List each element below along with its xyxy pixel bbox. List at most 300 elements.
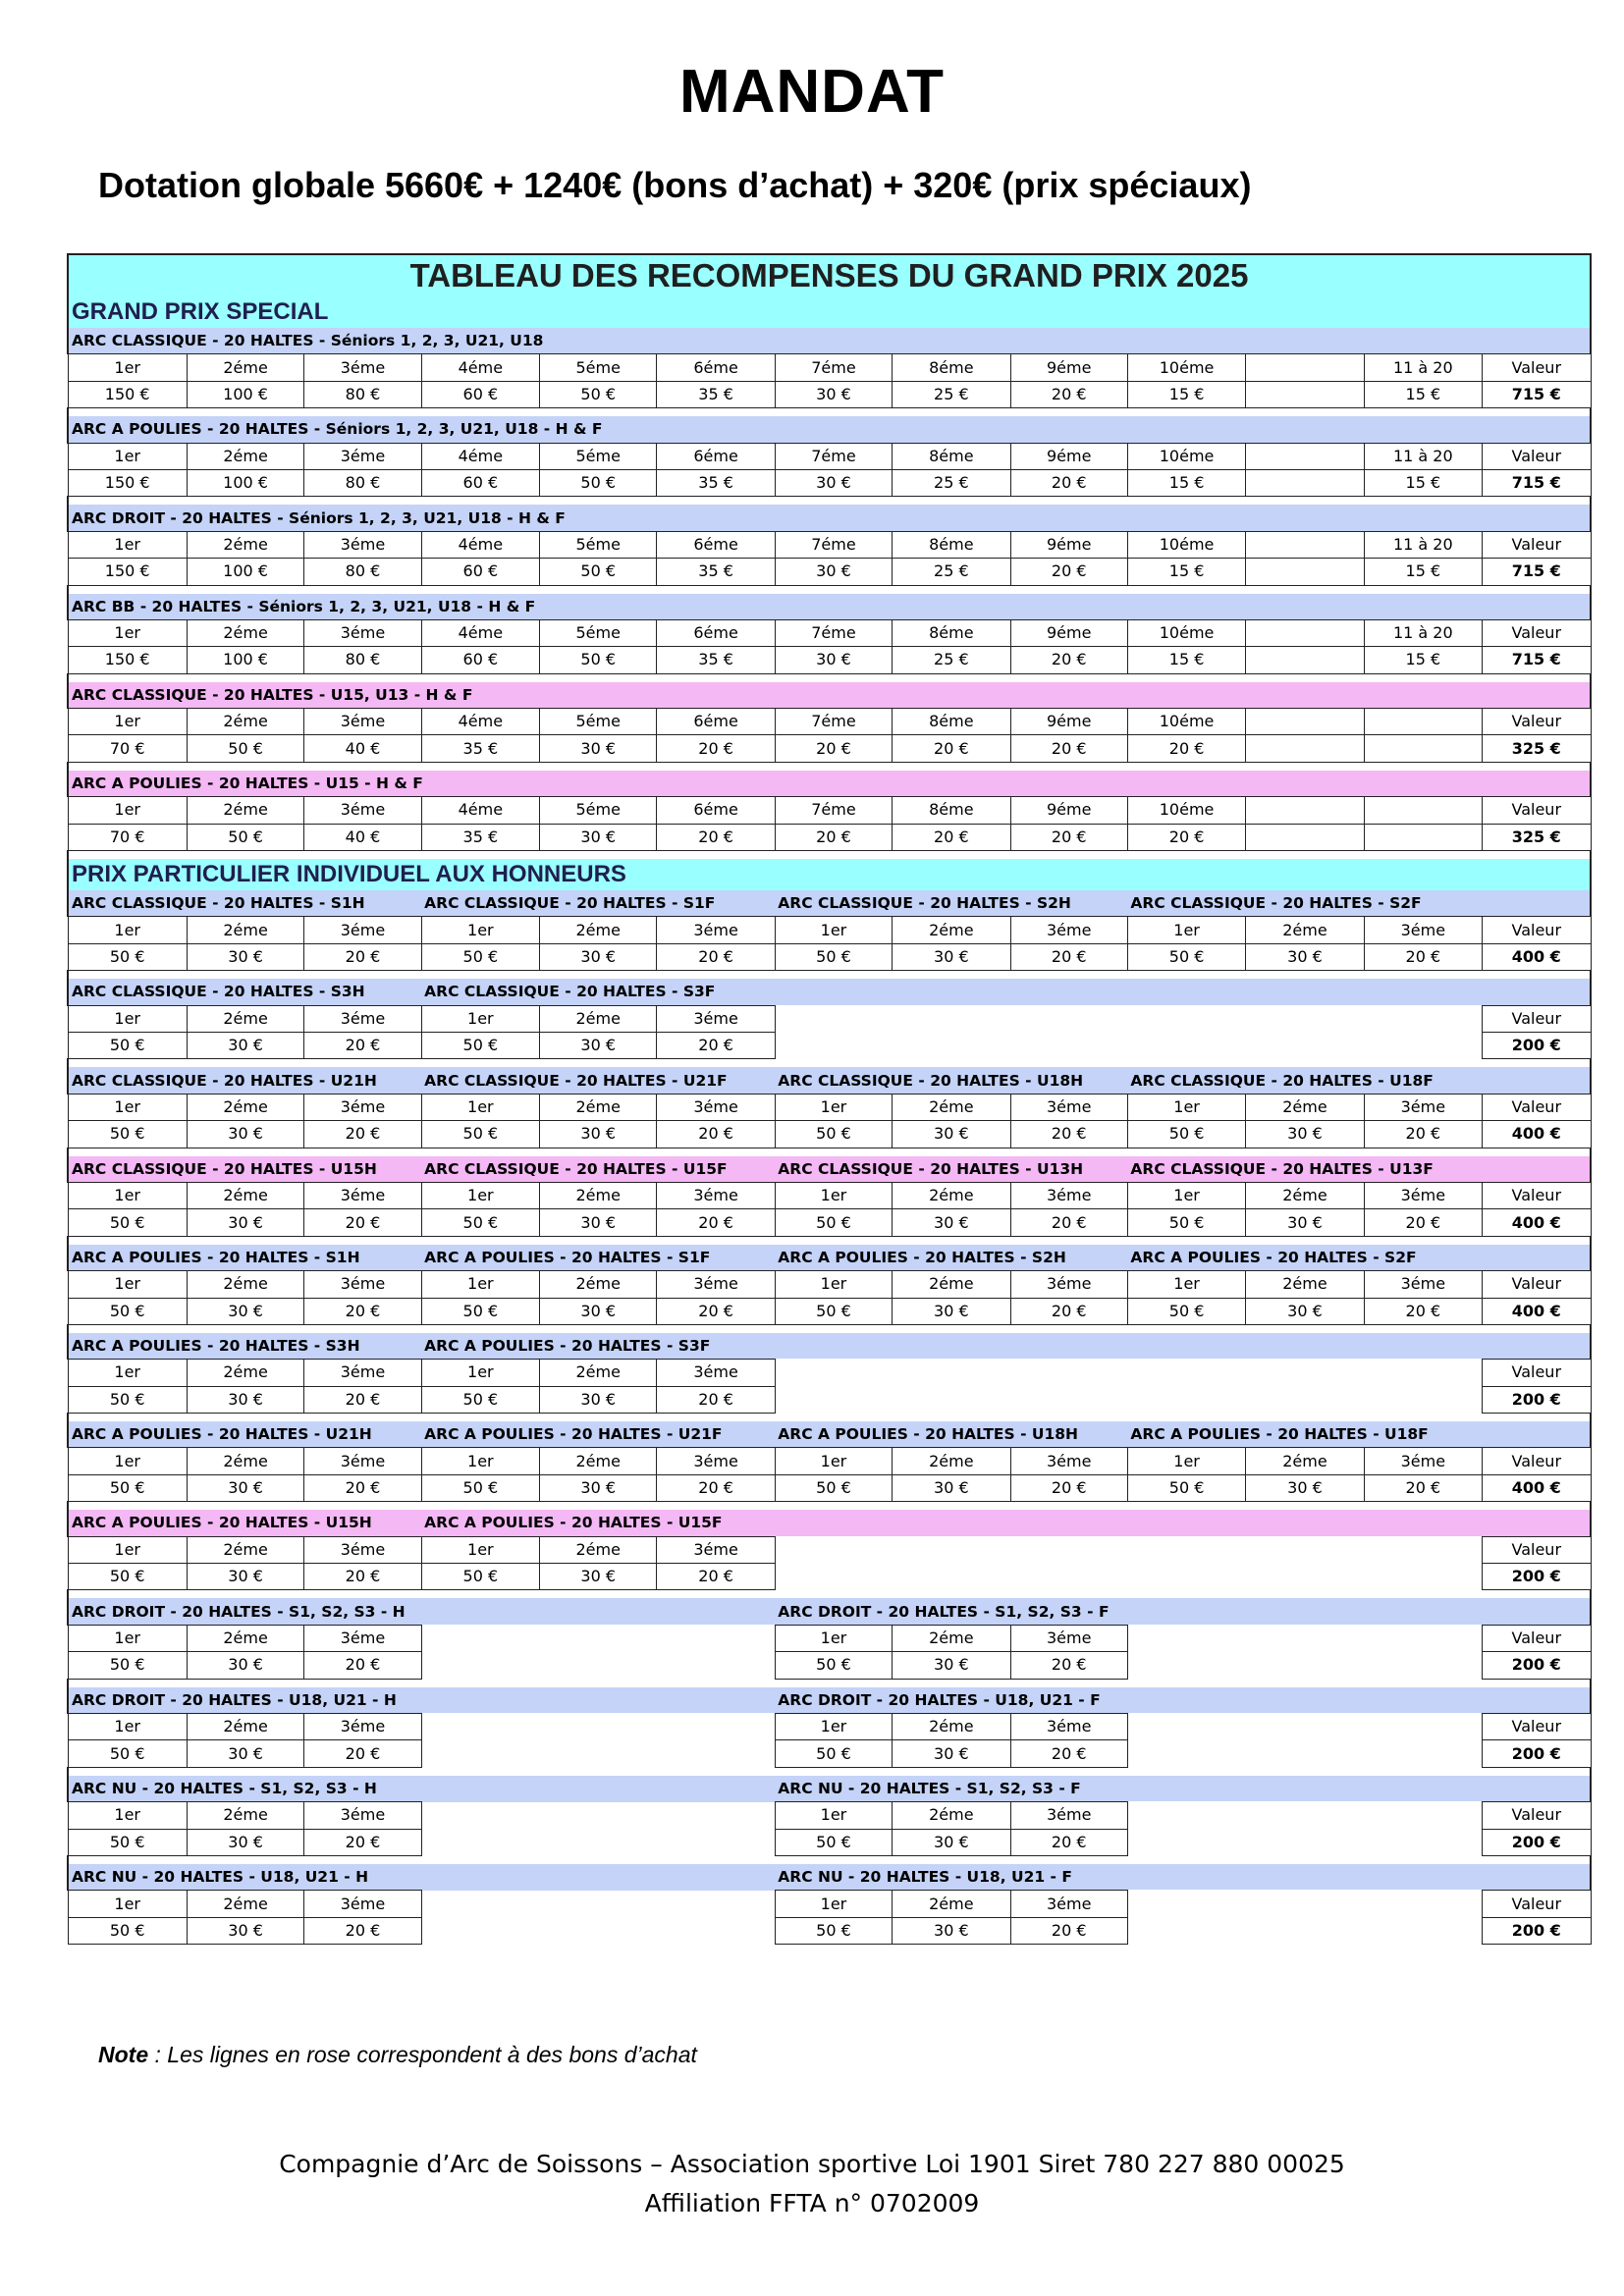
- place-label: 1er: [775, 1448, 892, 1474]
- amount-cell: 50 €: [68, 1474, 187, 1501]
- place-label: 3éme: [1364, 1448, 1482, 1474]
- place-label: 10éme: [1127, 709, 1245, 735]
- place-label: 2éme: [893, 1713, 1010, 1739]
- value-amount: 200 €: [1483, 1652, 1591, 1679]
- category-header: ARC CLASSIQUE - 20 HALTES - S3F: [421, 979, 775, 1005]
- place-label: 3éme: [1010, 1182, 1127, 1208]
- place-label: 2éme: [540, 1094, 657, 1120]
- table-row: [68, 1802, 1591, 1829]
- place-label: 4éme: [421, 709, 539, 735]
- place-label: 3éme: [304, 1448, 421, 1474]
- place-label: 8éme: [893, 443, 1010, 469]
- note-text: : Les lignes en rose correspondent à des bons d’achat: [148, 2042, 697, 2067]
- category-header-blank: [775, 979, 1591, 1005]
- blank-area: [421, 1740, 775, 1767]
- category-header: ARC A POULIES - 20 HALTES - Séniors 1, 2, 3, U21, U18 - H & F: [68, 416, 1483, 443]
- value-label: Valeur: [1483, 1182, 1591, 1208]
- amount-cell: 50 €: [68, 1032, 187, 1058]
- range-label: 11 à 20: [1364, 443, 1482, 469]
- table-title: TABLEAU DES RECOMPENSES DU GRAND PRIX 2025: [68, 254, 1591, 296]
- range-label: 11 à 20: [1364, 531, 1482, 558]
- amount-cell: 20 €: [1364, 1298, 1482, 1324]
- amount-cell: 50 €: [187, 824, 303, 850]
- value-label: Valeur: [1483, 1536, 1591, 1563]
- table-row: [68, 824, 1591, 850]
- category-header: ARC A POULIES - 20 HALTES - S2F: [1127, 1245, 1482, 1271]
- footer-line-2: Affiliation FFTA n° 0702009: [644, 2189, 980, 2217]
- place-label: 3éme: [304, 1094, 421, 1120]
- place-label: 1er: [775, 1802, 892, 1829]
- place-label: 2éme: [893, 1271, 1010, 1298]
- place-label: 6éme: [657, 354, 775, 381]
- amount-cell: 50 €: [540, 381, 657, 407]
- place-label: 3éme: [304, 531, 421, 558]
- blank-area: [421, 1917, 775, 1944]
- amount-cell: 30 €: [540, 1209, 657, 1236]
- category-header-blank: [1483, 1156, 1591, 1183]
- category-header-blank: [1483, 890, 1591, 917]
- table-row: [68, 771, 1591, 797]
- table-row: [68, 943, 1591, 970]
- category-header: ARC CLASSIQUE - 20 HALTES - U15H: [68, 1156, 421, 1183]
- amount-cell: 70 €: [68, 824, 187, 850]
- category-header-blank: [1483, 505, 1591, 531]
- amount-cell: 30 €: [893, 1829, 1010, 1855]
- value-label: Valeur: [1483, 1891, 1591, 1917]
- table-row: [68, 469, 1591, 496]
- category-header: ARC A POULIES - 20 HALTES - U18H: [775, 1421, 1127, 1448]
- place-label: 3éme: [1364, 917, 1482, 943]
- place-label: 2éme: [187, 531, 303, 558]
- blank-area: [1127, 1891, 1482, 1917]
- place-label: 6éme: [657, 619, 775, 646]
- place-label: 1er: [68, 1182, 187, 1208]
- value-amount: 400 €: [1483, 1474, 1591, 1501]
- place-label: 3éme: [657, 1360, 775, 1386]
- spacer: [68, 1148, 1591, 1156]
- amount-cell: 25 €: [893, 381, 1010, 407]
- place-label: 2éme: [187, 1182, 303, 1208]
- place-label: 1er: [421, 917, 539, 943]
- place-label: 10éme: [1127, 354, 1245, 381]
- amount-cell: 20 €: [893, 824, 1010, 850]
- page-subtitle: Dotation globale 5660€ + 1240€ (bons d’achat) + 320€ (prix spéciaux): [98, 165, 1252, 205]
- table-row: [68, 1094, 1591, 1120]
- value-amount: 200 €: [1483, 1740, 1591, 1767]
- amount-cell-blank: [1246, 559, 1364, 585]
- table-row: [68, 1652, 1591, 1679]
- amount-cell: 30 €: [540, 1564, 657, 1590]
- amount-cell: 50 €: [775, 1209, 892, 1236]
- place-label: 3éme: [1010, 1271, 1127, 1298]
- place-label-blank: [1246, 709, 1364, 735]
- amount-cell: 60 €: [421, 559, 539, 585]
- category-header: ARC CLASSIQUE - 20 HALTES - U18H: [775, 1067, 1127, 1094]
- amount-cell: 30 €: [187, 1298, 303, 1324]
- place-label: 2éme: [540, 1536, 657, 1563]
- place-label: 4éme: [421, 797, 539, 824]
- value-amount: 715 €: [1483, 559, 1591, 585]
- amount-cell: 30 €: [1246, 1121, 1364, 1148]
- category-header: ARC CLASSIQUE - 20 HALTES - U15F: [421, 1156, 775, 1183]
- table-row: [68, 1148, 1591, 1156]
- value-label: Valeur: [1483, 1448, 1591, 1474]
- table-row: [68, 1271, 1591, 1298]
- amount-cell: 150 €: [68, 469, 187, 496]
- place-label-blank: [1246, 619, 1364, 646]
- place-label: 6éme: [657, 531, 775, 558]
- amount-cell: 30 €: [893, 1652, 1010, 1679]
- table-row: [68, 979, 1591, 1005]
- table-row: [68, 709, 1591, 735]
- place-label: 2éme: [540, 1005, 657, 1032]
- place-label: 2éme: [187, 1536, 303, 1563]
- amount-cell: 20 €: [1010, 1209, 1127, 1236]
- place-label: 1er: [775, 1625, 892, 1651]
- amount-cell: 30 €: [540, 1032, 657, 1058]
- amount-cell: 35 €: [421, 735, 539, 762]
- place-label: 2éme: [187, 797, 303, 824]
- place-label: 2éme: [540, 1271, 657, 1298]
- value-label: Valeur: [1483, 531, 1591, 558]
- value-label: Valeur: [1483, 354, 1591, 381]
- table-row: [68, 1679, 1591, 1687]
- table-row: [68, 1209, 1591, 1236]
- amount-cell: 20 €: [657, 1564, 775, 1590]
- range-label: 11 à 20: [1364, 354, 1482, 381]
- place-label: 3éme: [1364, 1094, 1482, 1120]
- table-row: [68, 682, 1591, 709]
- value-amount: 325 €: [1483, 824, 1591, 850]
- place-label: 2éme: [540, 917, 657, 943]
- amount-cell-blank: [1246, 647, 1364, 673]
- table-row: [68, 1386, 1591, 1413]
- amount-cell: 30 €: [893, 1209, 1010, 1236]
- place-label: 3éme: [304, 1625, 421, 1651]
- amount-cell: 20 €: [657, 1032, 775, 1058]
- amount-cell: 50 €: [540, 559, 657, 585]
- spacer: [68, 1855, 1591, 1864]
- page-title: MANDAT: [678, 58, 945, 126]
- place-label: 3éme: [304, 1891, 421, 1917]
- amount-cell: 80 €: [304, 469, 421, 496]
- place-label: 9éme: [1010, 443, 1127, 469]
- spacer: [68, 1679, 1591, 1687]
- place-label: 3éme: [304, 797, 421, 824]
- spacer: [68, 408, 1591, 417]
- category-header: ARC CLASSIQUE - 20 HALTES - U13F: [1127, 1156, 1482, 1183]
- place-label: 1er: [421, 1094, 539, 1120]
- amount-cell: 50 €: [775, 1829, 892, 1855]
- amount-cell: 50 €: [775, 1917, 892, 1944]
- place-label: 3éme: [1010, 917, 1127, 943]
- place-label: 3éme: [304, 619, 421, 646]
- place-label: 1er: [68, 1094, 187, 1120]
- table-row: [68, 619, 1591, 646]
- table-row: [68, 1059, 1591, 1068]
- place-label: 2éme: [1246, 1448, 1364, 1474]
- amount-cell: 20 €: [304, 1917, 421, 1944]
- range-amount: 15 €: [1364, 647, 1482, 673]
- place-label: 1er: [421, 1182, 539, 1208]
- table-row: [68, 1855, 1591, 1864]
- amount-cell: 30 €: [540, 824, 657, 850]
- amount-cell: 30 €: [187, 1474, 303, 1501]
- place-label: 1er: [1127, 917, 1245, 943]
- amount-cell: 80 €: [304, 559, 421, 585]
- table-row: [68, 1005, 1591, 1032]
- category-header-blank: [421, 1598, 775, 1625]
- place-label: 3éme: [657, 917, 775, 943]
- spacer: [68, 1590, 1591, 1599]
- amount-cell: 20 €: [1010, 735, 1127, 762]
- table-row: [68, 1917, 1591, 1944]
- place-label: 3éme: [304, 1005, 421, 1032]
- place-label: 3éme: [657, 1005, 775, 1032]
- table-row: [68, 1687, 1591, 1714]
- blank-area: [775, 1360, 1482, 1386]
- category-header-blank: [1483, 1421, 1591, 1448]
- place-label: 1er: [775, 1891, 892, 1917]
- amount-cell: 30 €: [893, 1298, 1010, 1324]
- place-label: 7éme: [775, 797, 892, 824]
- amount-cell: 20 €: [304, 1829, 421, 1855]
- table-row: [68, 1324, 1591, 1333]
- place-label: 1er: [68, 1448, 187, 1474]
- table-row: [68, 1536, 1591, 1563]
- blank-area: [421, 1652, 775, 1679]
- category-header: ARC A POULIES - 20 HALTES - S3H: [68, 1333, 421, 1360]
- amount-cell: 50 €: [540, 647, 657, 673]
- place-label: 10éme: [1127, 443, 1245, 469]
- category-header: ARC A POULIES - 20 HALTES - S1H: [68, 1245, 421, 1271]
- place-label: 3éme: [304, 1182, 421, 1208]
- table-row: [68, 647, 1591, 673]
- blank-area: [1127, 1802, 1482, 1829]
- amount-cell: 20 €: [1010, 469, 1127, 496]
- category-header: ARC CLASSIQUE - 20 HALTES - Séniors 1, 2, 3, U21, U18: [68, 328, 1483, 354]
- blank-area: [775, 1564, 1482, 1590]
- amount-cell: 20 €: [1010, 943, 1127, 970]
- spacer: [68, 1767, 1591, 1776]
- category-header: ARC DROIT - 20 HALTES - S1, S2, S3 - F: [775, 1598, 1127, 1625]
- place-label: 2éme: [893, 1448, 1010, 1474]
- amount-cell: 50 €: [775, 1652, 892, 1679]
- amount-cell: 20 €: [304, 1474, 421, 1501]
- amount-cell-blank: [1364, 824, 1482, 850]
- amount-cell: 30 €: [540, 735, 657, 762]
- table-row: [68, 859, 1591, 890]
- spacer: [68, 851, 1591, 860]
- place-label: 2éme: [187, 1005, 303, 1032]
- range-amount: 15 €: [1364, 381, 1482, 407]
- category-header: ARC CLASSIQUE - 20 HALTES - S2H: [775, 890, 1127, 917]
- blank-area: [775, 1005, 1482, 1032]
- rewards-table-body: [68, 254, 1591, 1945]
- table-row: [68, 673, 1591, 682]
- table-row: [68, 1864, 1591, 1891]
- place-label: 10éme: [1127, 797, 1245, 824]
- table-row: [68, 1590, 1591, 1599]
- value-amount: 400 €: [1483, 1121, 1591, 1148]
- footer-line-1: Compagnie d’Arc de Soissons – Association sportive Loi 1901 Siret 780 227 880 00025: [279, 2150, 1345, 2178]
- amount-cell: 20 €: [657, 1474, 775, 1501]
- table-row: [68, 1236, 1591, 1245]
- amount-cell: 20 €: [1364, 1209, 1482, 1236]
- amount-cell: 30 €: [775, 647, 892, 673]
- place-label: 4éme: [421, 443, 539, 469]
- amount-cell: 80 €: [304, 647, 421, 673]
- place-label: 3éme: [657, 1448, 775, 1474]
- amount-cell: 80 €: [304, 381, 421, 407]
- place-label: 1er: [68, 1005, 187, 1032]
- place-label: 1er: [775, 917, 892, 943]
- amount-cell: 20 €: [1010, 824, 1127, 850]
- place-label: 2éme: [187, 1802, 303, 1829]
- place-label: 8éme: [893, 797, 1010, 824]
- category-header: ARC DROIT - 20 HALTES - S1, S2, S3 - H: [68, 1598, 421, 1625]
- table-row: [68, 1776, 1591, 1802]
- value-amount: 400 €: [1483, 1298, 1591, 1324]
- category-header-blank: [1127, 1687, 1591, 1714]
- amount-cell: 50 €: [775, 1740, 892, 1767]
- place-label: 1er: [68, 531, 187, 558]
- amount-cell: 30 €: [540, 1474, 657, 1501]
- place-label: 2éme: [187, 1625, 303, 1651]
- table-row: [68, 443, 1591, 469]
- amount-cell: 50 €: [775, 1474, 892, 1501]
- category-header: ARC NU - 20 HALTES - U18, U21 - F: [775, 1864, 1127, 1891]
- place-label: 2éme: [187, 619, 303, 646]
- value-amount: 715 €: [1483, 381, 1591, 407]
- amount-cell: 20 €: [1010, 1298, 1127, 1324]
- place-label: 2éme: [1246, 1182, 1364, 1208]
- place-label: 2éme: [187, 1360, 303, 1386]
- table-row: [68, 1448, 1591, 1474]
- value-label: Valeur: [1483, 1802, 1591, 1829]
- place-label-blank: [1364, 797, 1482, 824]
- spacer: [68, 673, 1591, 682]
- table-row: [68, 1414, 1591, 1422]
- amount-cell: 50 €: [775, 1298, 892, 1324]
- value-amount: 715 €: [1483, 647, 1591, 673]
- place-label: 3éme: [657, 1271, 775, 1298]
- place-label: 2éme: [540, 1360, 657, 1386]
- amount-cell: 20 €: [1010, 1829, 1127, 1855]
- amount-cell: 20 €: [1010, 1917, 1127, 1944]
- value-amount: 200 €: [1483, 1564, 1591, 1590]
- amount-cell: 20 €: [1010, 559, 1127, 585]
- category-header-blank: [1483, 328, 1591, 354]
- rewards-table: [67, 253, 1592, 1945]
- category-header-blank: [1127, 1598, 1591, 1625]
- place-label-blank: [1246, 354, 1364, 381]
- place-label: 1er: [1127, 1448, 1245, 1474]
- table-row: [68, 531, 1591, 558]
- place-label: 9éme: [1010, 797, 1127, 824]
- table-row: [68, 851, 1591, 860]
- category-header: ARC CLASSIQUE - 20 HALTES - S1H: [68, 890, 421, 917]
- amount-cell: 30 €: [1246, 1209, 1364, 1236]
- place-label: 1er: [68, 443, 187, 469]
- table-row: [68, 254, 1591, 296]
- table-row: [68, 328, 1591, 354]
- place-label: 1er: [68, 917, 187, 943]
- place-label: 5éme: [540, 709, 657, 735]
- value-label: Valeur: [1483, 797, 1591, 824]
- amount-cell: 20 €: [893, 735, 1010, 762]
- place-label: 1er: [421, 1271, 539, 1298]
- category-header-blank: [775, 1510, 1591, 1536]
- place-label: 1er: [68, 1802, 187, 1829]
- place-label: 1er: [68, 1360, 187, 1386]
- amount-cell: 50 €: [68, 1652, 187, 1679]
- table-row: [68, 381, 1591, 407]
- amount-cell: 30 €: [540, 1298, 657, 1324]
- amount-cell: 20 €: [1127, 824, 1245, 850]
- amount-cell: 50 €: [68, 1386, 187, 1413]
- blank-area: [1127, 1625, 1482, 1651]
- category-header-blank: [1483, 682, 1591, 709]
- amount-cell: 50 €: [421, 1474, 539, 1501]
- table-row: [68, 1598, 1591, 1625]
- amount-cell: 50 €: [421, 1386, 539, 1413]
- category-header: ARC A POULIES - 20 HALTES - U21H: [68, 1421, 421, 1448]
- place-label: 5éme: [540, 443, 657, 469]
- blank-area: [421, 1802, 775, 1829]
- table-row: [68, 1182, 1591, 1208]
- place-label: 1er: [1127, 1094, 1245, 1120]
- amount-cell: 20 €: [657, 1121, 775, 1148]
- range-amount: 15 €: [1364, 469, 1482, 496]
- amount-cell: 50 €: [1127, 1121, 1245, 1148]
- place-label: 1er: [775, 1182, 892, 1208]
- table-row: [68, 585, 1591, 594]
- place-label: 10éme: [1127, 531, 1245, 558]
- place-label: 7éme: [775, 709, 892, 735]
- amount-cell: 20 €: [657, 735, 775, 762]
- amount-cell: 15 €: [1127, 381, 1245, 407]
- place-label: 4éme: [421, 531, 539, 558]
- category-header: ARC CLASSIQUE - 20 HALTES - S1F: [421, 890, 775, 917]
- place-label: 2éme: [893, 1891, 1010, 1917]
- category-header-blank: [1483, 771, 1591, 797]
- amount-cell: 150 €: [68, 647, 187, 673]
- place-label: 4éme: [421, 354, 539, 381]
- table-row: [68, 762, 1591, 771]
- place-label: 3éme: [1364, 1182, 1482, 1208]
- place-label: 2éme: [1246, 917, 1364, 943]
- place-label: 8éme: [893, 354, 1010, 381]
- table-row: [68, 1625, 1591, 1651]
- spacer: [68, 1059, 1591, 1068]
- place-label: 3éme: [304, 354, 421, 381]
- table-row: [68, 1474, 1591, 1501]
- amount-cell: 30 €: [187, 1917, 303, 1944]
- table-row: [68, 1245, 1591, 1271]
- place-label: 5éme: [540, 531, 657, 558]
- place-label: 1er: [775, 1094, 892, 1120]
- place-label: 3éme: [1010, 1625, 1127, 1651]
- spacer: [68, 971, 1591, 980]
- amount-cell: 20 €: [657, 1386, 775, 1413]
- blank-area: [421, 1829, 775, 1855]
- amount-cell: 30 €: [893, 1740, 1010, 1767]
- place-label: 2éme: [187, 1094, 303, 1120]
- amount-cell: 20 €: [1010, 647, 1127, 673]
- place-label: 2éme: [187, 1271, 303, 1298]
- table-row: [68, 416, 1591, 443]
